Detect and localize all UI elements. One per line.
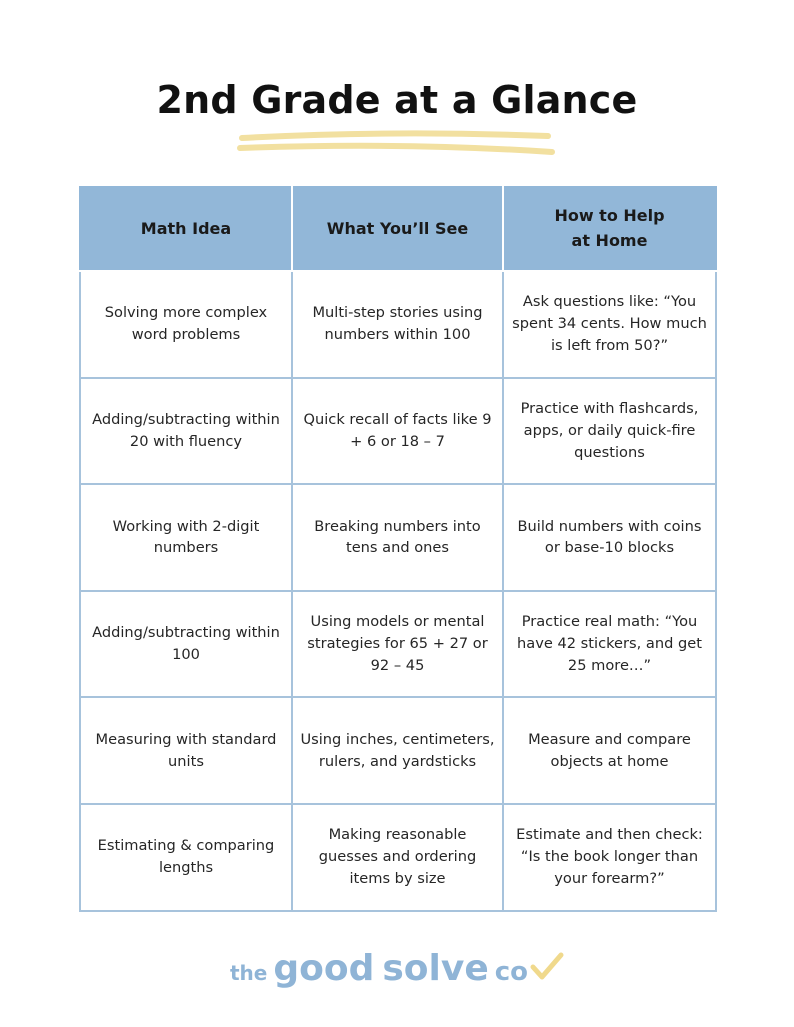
table-row — [80, 804, 716, 911]
cell-how-to-help: Build numbers with coins or base-10 blocks — [503, 484, 716, 591]
cell-how-to-help: Ask questions like: “You spent 34 cents. How much is left from 50?” — [503, 271, 716, 378]
cell-what-youll-see: Multi-step stories using numbers within 100 — [292, 271, 503, 378]
grade-table — [79, 186, 717, 912]
cell-math-idea: Adding/subtracting within 100 — [80, 591, 292, 698]
header-how-to-help-line1: How to Help — [554, 206, 665, 226]
table-row — [80, 378, 716, 485]
cell-math-idea: Adding/subtracting within 20 with fluency — [80, 378, 292, 485]
table-row — [80, 591, 716, 698]
cell-how-to-help: Measure and compare objects at home — [503, 697, 716, 804]
cell-what-youll-see: Using inches, centimeters, rulers, and yardsticks — [292, 697, 503, 804]
checkmark-icon — [530, 952, 564, 982]
brand-word-solve: solve — [382, 948, 489, 989]
cell-what-youll-see: Making reasonable guesses and ordering items by size — [292, 804, 503, 911]
page-title: 2nd Grade at a Glance — [156, 78, 638, 122]
cell-math-idea: Estimating & comparing lengths — [80, 804, 292, 911]
table-row — [80, 697, 716, 804]
header-how-to-help — [503, 187, 716, 271]
table-row — [80, 271, 716, 378]
cell-what-youll-see: Breaking numbers into tens and ones — [292, 484, 503, 591]
brand-word-good: good — [273, 948, 375, 989]
cell-how-to-help: Practice real math: “You have 42 stickers, and get 25 more…” — [503, 591, 716, 698]
header-what-youll-see: What You’ll See — [292, 187, 503, 271]
brand-logo — [0, 948, 794, 989]
cell-what-youll-see: Using models or mental strategies for 65 + 27 or 92 – 45 — [292, 591, 503, 698]
cell-math-idea: Solving more complex word problems — [80, 271, 292, 378]
table-header-row — [80, 187, 716, 271]
cell-how-to-help: Estimate and then check: “Is the book longer than your forearm?” — [503, 804, 716, 911]
cell-what-youll-see: Quick recall of facts like 9 + 6 or 18 – 7 — [292, 378, 503, 485]
cell-math-idea: Working with 2-digit numbers — [80, 484, 292, 591]
title-underline-decoration — [232, 128, 562, 164]
table-row — [80, 484, 716, 591]
header-math-idea: Math Idea — [80, 187, 292, 271]
brand-word-co: co — [494, 957, 529, 987]
brand-word-the: the — [229, 961, 268, 985]
cell-math-idea: Measuring with standard units — [80, 697, 292, 804]
header-how-to-help-line2: at Home — [571, 231, 648, 250]
cell-how-to-help: Practice with flashcards, apps, or daily quick-fire questions — [503, 378, 716, 485]
